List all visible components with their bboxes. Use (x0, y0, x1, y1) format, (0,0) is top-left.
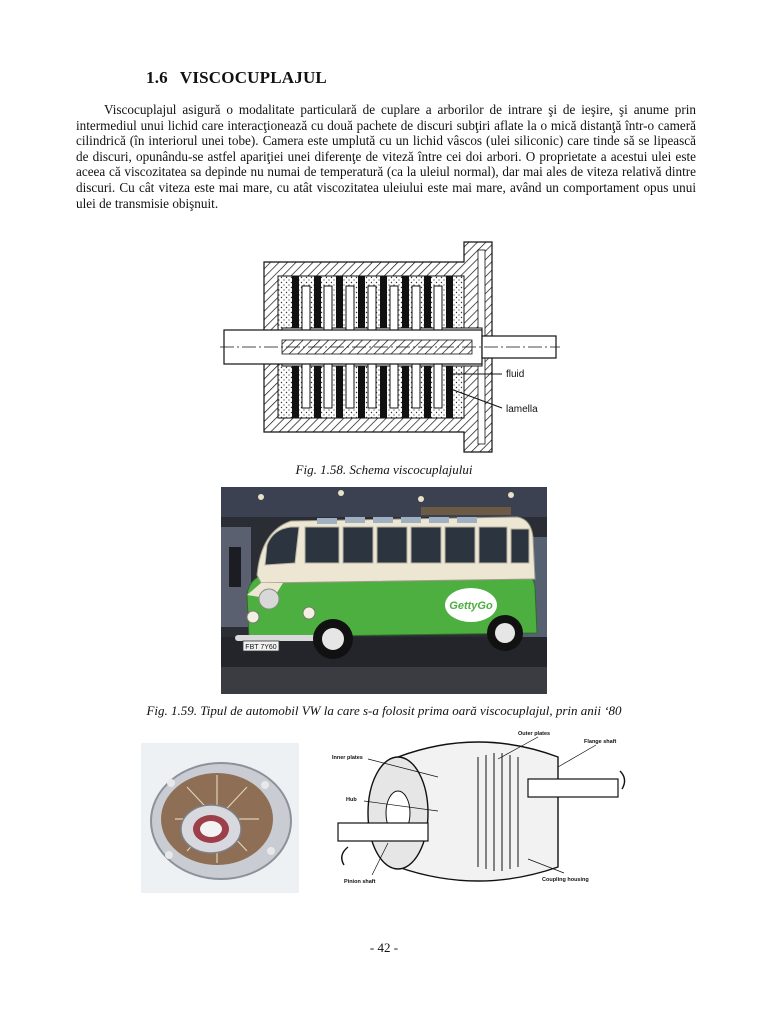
label-outer-plates: Outer plates (518, 731, 551, 737)
label-hub: Hub (346, 797, 357, 803)
body-paragraph: Viscocuplajul asigură o modalitate particulară de cuplare a arborilor de intrare şi de ieşire, şi anume prin intermediul unui lichid care interacţionează cu două pachete de discuri subţiri aflate la o mică distanţă într-o cameră cilindrică (în interiorul unei tobe). Camera este umplută cu un lichid vâscos (ulei siliconic) care tinde să se lipească de discuri, opunându-se astfel apariţiei unei diferenţe de viteză între cei doi arbori. O proprietate a acestui ulei este aceea că viscozitatea sa depinde nu numai de temperatură (ca la uleiul normal), dar mai ales de viteza relativă dintre discuri. Cu cât viteza este mai mare, cu atât viscozitatea uleiului este mai mare, având un comportament opus unui ulei de transmisie obişnuit. (76, 102, 696, 211)
page-number: - 42 - (369, 940, 399, 955)
section-number: 1.6 (146, 68, 168, 87)
coupling-cutaway-photo (141, 743, 299, 893)
figure-1-58-caption: Fig. 1.58. Schema viscocuplajului (295, 462, 473, 477)
label-pinion-shaft: Pinion shaft (344, 879, 376, 885)
label-inner-plates: Inner plates (332, 755, 363, 761)
viscous-coupling-schematic (220, 236, 560, 458)
label-coupling-housing: Coupling housing (542, 877, 589, 883)
license-plate: FBT 7Y60 (245, 644, 277, 651)
vw-van-photo (221, 487, 547, 694)
label-flange-shaft: Flange shaft (584, 739, 617, 745)
section-title: VISCOCUPLAJUL (179, 68, 327, 87)
lamella-label: lamella (506, 404, 538, 415)
coupling-cutaway-drawing (328, 727, 630, 895)
van-logo-text: GettyGo (449, 600, 493, 612)
figure-1-59-caption: Fig. 1.59. Tipul de automobil VW la care s-a folosit prima oară viscocuplajul, prin anii ‘80 (146, 703, 622, 718)
section-heading (146, 68, 327, 88)
fluid-label: fluid (506, 369, 525, 380)
